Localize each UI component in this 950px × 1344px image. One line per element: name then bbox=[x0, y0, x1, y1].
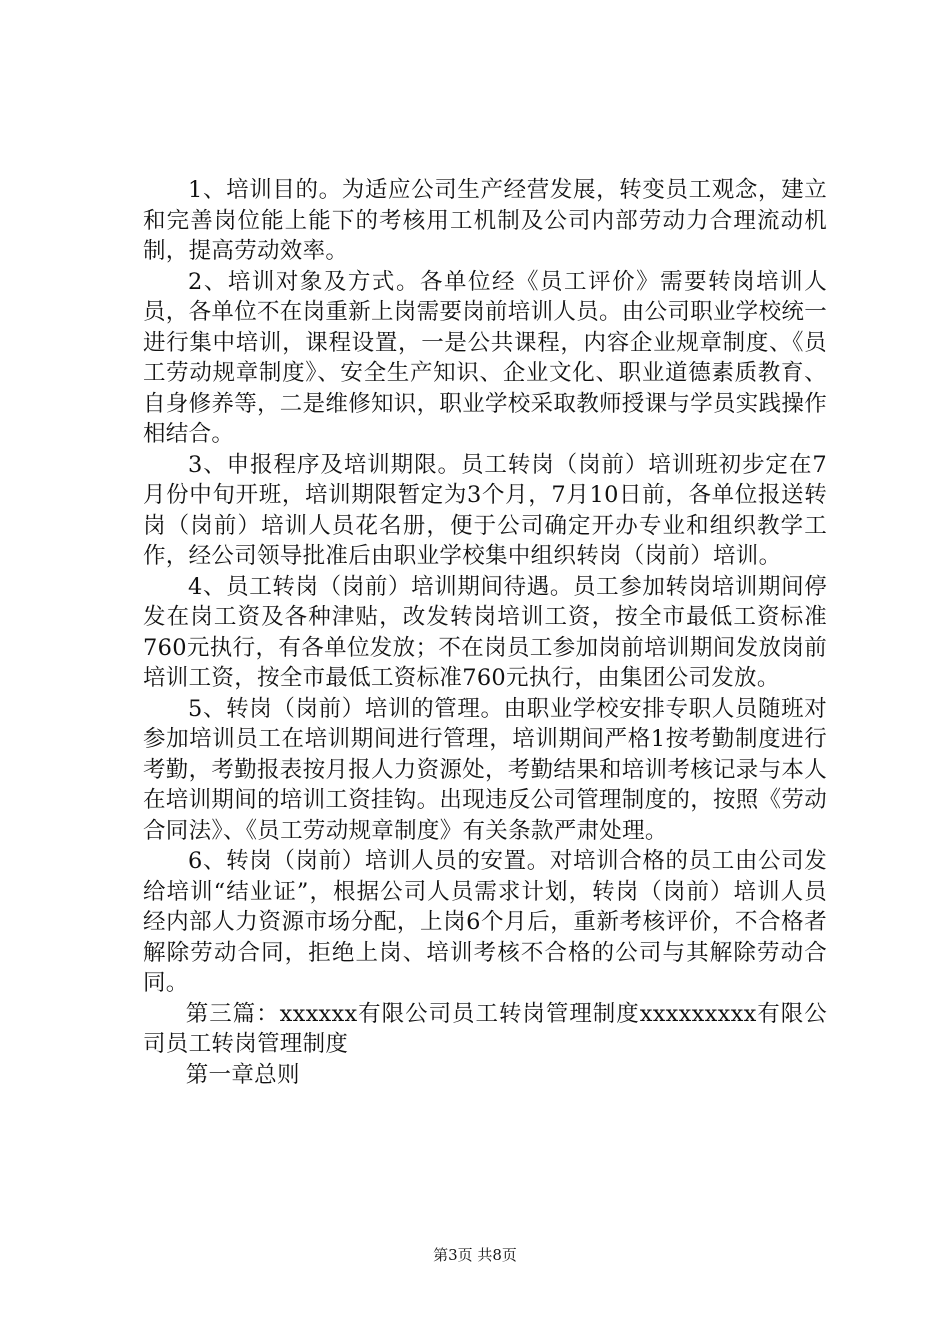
chapter-title: 第一章总则 bbox=[185, 1061, 300, 1088]
paragraph-training-targets: 2、培训对象及方式。各单位经《员工评价》需要转岗培训人员，各单位不在岗重新上岗需要岗前培训人员。由公司职业学校统一进行集中培训，课程设置，一是公共课程，内容企业规章制度、《员工劳动规章制度》、安全生产知识、企业文化、职业道德素质教育、自身修养等，二是维修知识，职业学校采取教师授课与学员实践操作相结合。 bbox=[143, 268, 828, 447]
paragraph-training-management: 5、转岗（岗前）培训的管理。由职业学校安排专职人员随班对参加培训员工在培训期间进行管理，培训期间严格1按考勤制度进行考勤，考勤报表按月报人力资源处，考勤结果和培训考核记录与本人在培训期间的培训工资挂钩。出现违反公司管理制度的，按照《劳动合同法》、《员工劳动规章制度》有关条款严肃处理。 bbox=[143, 695, 828, 844]
paragraph-training-benefits: 4、员工转岗（岗前）培训期间待遇。员工参加转岗培训期间停发在岗工资及各种津贴，改发转岗培训工资，按全市最低工资标准760元执行，有各单位发放；不在岗员工参加岗前培训期间发放岗前培训工资，按全市最低工资标准760元执行，由集团公司发放。 bbox=[143, 573, 827, 691]
section-title: 第三篇：xxxxxx有限公司员工转岗管理制度xxxxxxxxx有限公司员工转岗管理制度 bbox=[143, 1000, 827, 1057]
paragraph-application-procedure: 3、申报程序及培训期限。员工转岗（岗前）培训班初步定在7月份中旬开班，培训期限暂定为3个月，7月10日前，各单位报送转岗（岗前）培训人员花名册，便于公司确定开办专业和组织教学工作，经公司领导批准后由职业学校集中组织转岗（岗前）培训。 bbox=[143, 451, 827, 569]
paragraph-training-purpose: 1、培训目的。为适应公司生产经营发展，转变员工观念，建立和完善岗位能上能下的考核用工机制及公司内部劳动力合理流动机制，提高劳动效率。 bbox=[143, 177, 827, 264]
page-footer: 第3页 共8页 bbox=[433, 1246, 517, 1264]
paragraph-staff-placement: 6、转岗（岗前）培训人员的安置。对培训合格的员工由公司发给培训“结业证”，根据公司人员需求计划，转岗（岗前）培训人员经内部人力资源市场分配，上岗6个月后，重新考核评价，不合格者解除劳动合同，拒绝上岗、培训考核不合格的公司与其解除劳动合同。 bbox=[143, 848, 827, 996]
document-body bbox=[143, 175, 827, 1090]
